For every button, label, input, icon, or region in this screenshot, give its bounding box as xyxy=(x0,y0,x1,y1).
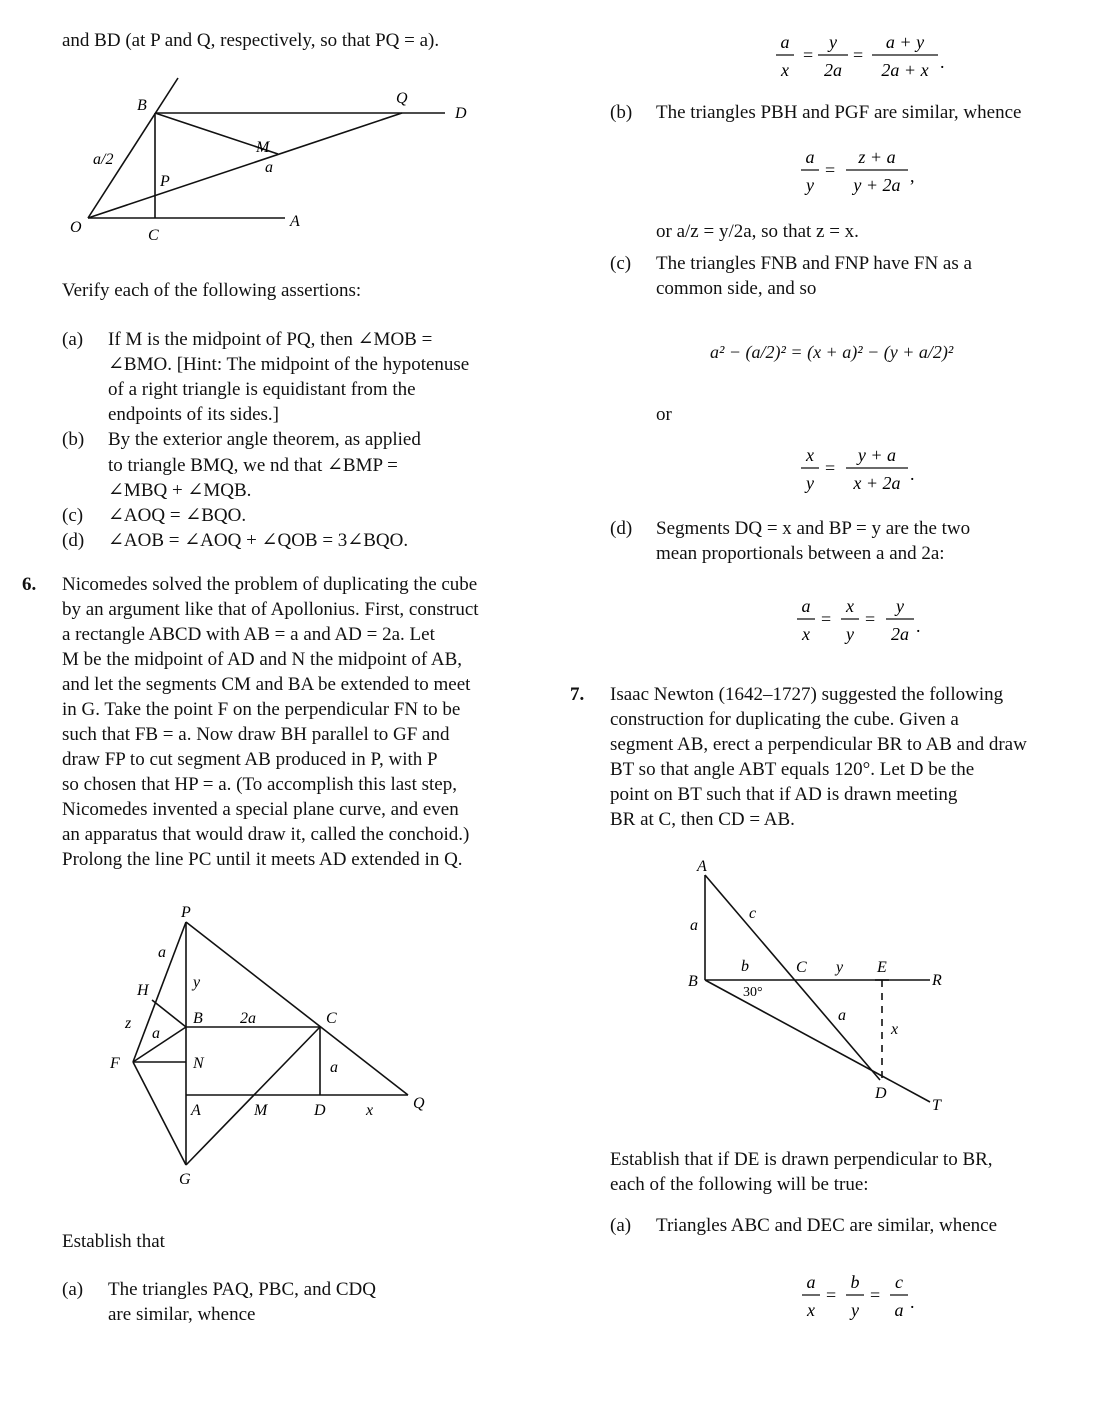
problem-6-line-10: Nicomedes invented a special plane curve, and even xyxy=(62,799,459,820)
eq7a-n2: b xyxy=(850,1272,860,1292)
eq6b-d1: y xyxy=(806,175,814,195)
label-P: P xyxy=(181,904,191,921)
label-P: P xyxy=(160,173,170,190)
label-M: M xyxy=(256,139,270,156)
label-B: B xyxy=(193,1010,203,1027)
label-N: N xyxy=(193,1055,204,1072)
item-6d-line-1: Segments DQ = x and BP = y are the two xyxy=(656,518,971,539)
or-word: or xyxy=(656,404,672,425)
label-a-half: a/2 xyxy=(93,151,114,168)
label-a-top: a xyxy=(158,944,166,961)
eq6a-n2: y xyxy=(829,32,837,52)
problem-7-number: 7. xyxy=(570,684,585,705)
svg-text:=: = xyxy=(803,45,814,65)
eq7a-d2: y xyxy=(851,1300,859,1320)
problem-7-line-5: point on BT such that if AD is drawn meeting xyxy=(610,784,958,805)
item-6d-label: (d) xyxy=(610,518,633,539)
item-6a-line-2: are similar, whence xyxy=(108,1304,256,1325)
label-x: x xyxy=(891,1021,899,1038)
eq6c2-d2: x + 2a xyxy=(853,473,901,493)
svg-text:=: = xyxy=(825,160,836,180)
establish-heading: Establish that xyxy=(62,1231,165,1252)
label-a-mid: a xyxy=(152,1025,160,1042)
label-E: E xyxy=(877,959,887,976)
item-5c-label: (c) xyxy=(62,505,84,526)
label-F: F xyxy=(110,1055,120,1072)
problem-6-line-1: Nicomedes solved the problem of duplicating the cube xyxy=(62,574,478,595)
eq6d-n2: x xyxy=(846,596,854,616)
item-5a-label: (a) xyxy=(62,329,84,350)
label-C: C xyxy=(326,1010,337,1027)
eq6a-tail: . xyxy=(940,52,945,72)
item-5a-line-4: endpoints of its sides.] xyxy=(108,404,279,425)
eq6c2-n2: y + a xyxy=(857,445,897,465)
svg-text:=: = xyxy=(821,609,832,629)
problem-7-line-6: BR at C, then CD = AB. xyxy=(610,809,795,830)
problem-7-line-2: construction for duplicating the cube. Given a xyxy=(610,709,959,730)
label-x: x xyxy=(366,1102,374,1119)
label-2a: 2a xyxy=(240,1010,256,1027)
eq6a-d1: x xyxy=(781,60,789,80)
eq7a-n3: c xyxy=(895,1272,903,1292)
problem-6-line-12: Prolong the line PC until it meets AD extended in Q. xyxy=(62,849,463,870)
label-B: B xyxy=(137,97,147,114)
problem-6-line-7: such that FB = a. Now draw BH parallel to GF and xyxy=(62,724,450,745)
label-Q: Q xyxy=(396,90,408,107)
label-a-mid: a xyxy=(838,1007,846,1024)
eq6d-d2: y xyxy=(846,624,854,644)
item-6b-text: The triangles PBH and PGF are similar, whence xyxy=(656,102,1022,123)
item-6b-label: (b) xyxy=(610,102,633,123)
eq6c2-tail: . xyxy=(910,464,915,484)
eq6d-d3: 2a xyxy=(891,624,909,644)
eq6a-d2: 2a xyxy=(824,60,842,80)
item-7a-text: Triangles ABC and DEC are similar, whence xyxy=(656,1215,998,1236)
label-D: D xyxy=(314,1102,326,1119)
item-5a-line-3: of a right triangle is equidistant from the xyxy=(108,379,416,400)
label-B: B xyxy=(688,973,698,990)
eq6b-n2: z + a xyxy=(858,147,896,167)
item-5a-line-2: ∠BMO. [Hint: The midpoint of the hypotenuse xyxy=(108,354,470,375)
eq6d-n3: y xyxy=(896,596,904,616)
eq6b-d2: y + 2a xyxy=(853,175,901,195)
eq6c2-n1: x xyxy=(806,445,814,465)
problem-6-line-6: in G. Take the point F on the perpendicular FN to be xyxy=(62,699,461,720)
svg-text:=: = xyxy=(825,458,836,478)
problem-6-line-9: so chosen that HP = a. (To accomplish this last step, xyxy=(62,774,457,795)
item-6c-line-1: The triangles FNB and FNP have FN as a xyxy=(656,253,972,274)
problem-6-line-5: and let the segments CM and BA be extended to meet xyxy=(62,674,471,695)
eq7a-tail: . xyxy=(910,1292,915,1312)
problem-7-line-3: segment AB, erect a perpendicular BR to AB and draw xyxy=(610,734,1027,755)
verify-heading: Verify each of the following assertions: xyxy=(62,280,362,301)
eq6d-tail: . xyxy=(916,616,921,636)
item-6a-line-1: The triangles PAQ, PBC, and CDQ xyxy=(108,1279,376,1300)
item-5a-line-1: If M is the midpoint of PQ, then ∠MOB = xyxy=(108,329,433,350)
label-a: a xyxy=(265,159,273,176)
intro-line: and BD (at P and Q, respectively, so that PQ = a). xyxy=(62,30,440,51)
svg-text:=: = xyxy=(865,609,876,629)
item-5b-line-1: By the exterior angle theorem, as applied xyxy=(108,429,421,450)
label-O: O xyxy=(70,219,82,236)
problem-6-number: 6. xyxy=(22,574,37,595)
label-C: C xyxy=(796,959,807,976)
item-5b-label: (b) xyxy=(62,429,85,450)
label-H: H xyxy=(137,982,149,999)
label-M: M xyxy=(254,1102,268,1119)
label-y: y xyxy=(836,959,844,976)
problem-6-line-8: draw FP to cut segment AB produced in P, with P xyxy=(62,749,438,770)
problem-6-line-2: by an argument like that of Apollonius. First, construct xyxy=(62,599,479,620)
eq6b-tail: , xyxy=(910,166,915,186)
svg-text:=: = xyxy=(870,1285,881,1305)
equation-6c: a² − (a/2)² = (x + a)² − (y + a/2)² xyxy=(710,342,954,362)
eq7a-n1: a xyxy=(806,1272,816,1292)
label-D: D xyxy=(455,105,467,122)
label-b: b xyxy=(741,958,749,975)
eq6a-n3: a + y xyxy=(885,32,925,52)
label-A: A xyxy=(290,213,300,230)
label-R: R xyxy=(932,972,942,989)
label-Q: Q xyxy=(413,1095,425,1112)
establish-7-line-2: each of the following will be true: xyxy=(610,1174,869,1195)
eq6d-n1: a xyxy=(801,596,811,616)
label-C: C xyxy=(148,227,159,244)
establish-7-line-1: Establish that if DE is drawn perpendicular to BR, xyxy=(610,1149,993,1170)
item-5c-line-1: ∠AOQ = ∠BQO. xyxy=(108,505,247,526)
eq7a-d1: x xyxy=(807,1300,815,1320)
eq6a-n1: a xyxy=(780,32,790,52)
item-6b-after: or a/z = y/2a, so that z = x. xyxy=(656,221,859,242)
label-30deg: 30° xyxy=(743,985,763,1000)
problem-7-line-1: Isaac Newton (1642–1727) suggested the following xyxy=(610,684,1004,705)
eq6d-d1: x xyxy=(802,624,810,644)
eq7a-d3: a xyxy=(894,1300,904,1320)
problem-6-line-3: a rectangle ABCD with AB = a and AD = 2a. Let xyxy=(62,624,435,645)
label-A: A xyxy=(191,1102,201,1119)
item-5d-label: (d) xyxy=(62,530,85,551)
label-a-left: a xyxy=(690,917,698,934)
problem-6-line-11: an apparatus that would draw it, called the conchoid.) xyxy=(62,824,470,845)
label-a-right: a xyxy=(330,1059,338,1076)
label-z: z xyxy=(125,1015,132,1032)
label-G: G xyxy=(179,1171,191,1188)
label-y: y xyxy=(193,974,201,991)
item-6a-label: (a) xyxy=(62,1279,84,1300)
label-D: D xyxy=(875,1085,887,1102)
item-5b-line-2: to triangle BMQ, we nd that ∠BMP = xyxy=(108,455,398,476)
label-A: A xyxy=(697,858,707,875)
item-7a-label: (a) xyxy=(610,1215,632,1236)
svg-text:=: = xyxy=(853,45,864,65)
problem-7-line-4: BT so that angle ABT equals 120°. Let D be the xyxy=(610,759,975,780)
item-6d-line-2: mean proportionals between a and 2a: xyxy=(656,543,945,564)
eq6a-d3: 2a + x xyxy=(881,60,929,80)
item-5d-line-1: ∠AOB = ∠AOQ + ∠QOB = 3∠BQO. xyxy=(108,530,409,551)
item-6c-label: (c) xyxy=(610,253,632,274)
eq6b-n1: a xyxy=(805,147,815,167)
item-5b-line-3: ∠MBQ + ∠MQB. xyxy=(108,480,252,501)
item-6c-line-2: common side, and so xyxy=(656,278,817,299)
problem-6-line-4: M be the midpoint of AD and N the midpoint of AB, xyxy=(62,649,463,670)
svg-text:=: = xyxy=(826,1285,837,1305)
eq6c2-d1: y xyxy=(806,473,814,493)
label-c: c xyxy=(749,905,757,922)
label-T: T xyxy=(932,1097,941,1114)
